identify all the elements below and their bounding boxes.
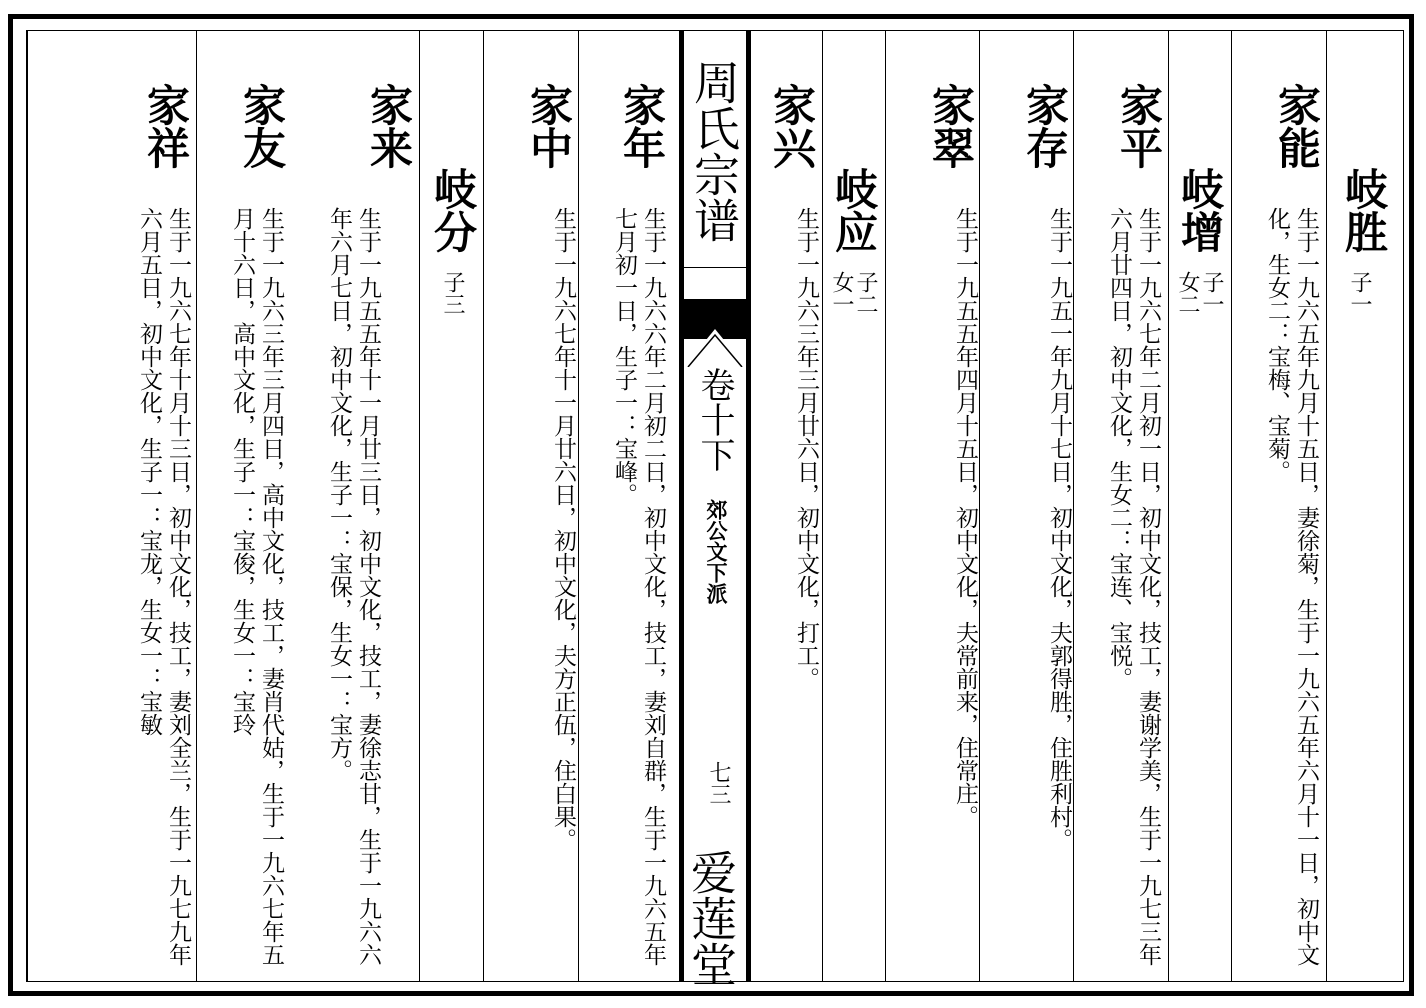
father-children-count: 子一 xyxy=(1347,271,1372,315)
father-name: 岐胜 xyxy=(1338,167,1388,253)
branch-label: 郊公文下派 xyxy=(704,499,729,604)
person-name: 家能 xyxy=(1271,83,1321,169)
column-jiaping xyxy=(1073,31,1168,981)
person-bio: 生于一九五五年十一月廿三日，初中文化，技工，妻徐志甘，生于一九六六年六月七日，初中文化，生子一：宝保，生女一：宝方。 xyxy=(326,207,381,966)
father-name: 岐分 xyxy=(427,167,477,253)
person-name: 家祥 xyxy=(140,83,190,169)
column-qizeng xyxy=(1168,31,1231,981)
person-bio: 生于一九六七年十一月廿六日，初中文化，夫方正伍，住白果。 xyxy=(550,207,576,851)
person-name: 家年 xyxy=(616,83,666,169)
father-name: 岐应 xyxy=(828,167,878,253)
column-qisheng xyxy=(1326,31,1404,981)
column-jiacui xyxy=(885,31,979,981)
page-number: 七三 xyxy=(706,761,731,805)
column-jianeng xyxy=(1231,31,1326,981)
column-jiayou xyxy=(196,31,292,981)
person-name: 家友 xyxy=(236,83,286,169)
person-bio: 生于一九六三年三月四日，高中文化，技工，妻肖代姑，生于一九六七年五月十六日，高中文化，生子一：宝俊，生女一：宝玲 xyxy=(229,207,284,966)
person-bio: 生于一九六三年三月廿六日，初中文化，打工。 xyxy=(793,207,819,690)
column-jialai xyxy=(292,31,419,981)
father-children-count: 子三 xyxy=(440,271,465,315)
chevron-ornament-icon xyxy=(684,327,746,367)
father-children-count: 子二女一 xyxy=(829,271,878,315)
genealogy-title: 周氏宗谱 xyxy=(687,59,741,243)
person-name: 家中 xyxy=(523,83,573,169)
person-bio: 生于一九六五年九月十五日，妻徐菊，生于一九六五年六月十一日，初中文化，生女二：宝梅、宝菊。 xyxy=(1264,207,1319,966)
person-bio: 生于一九五一年九月十七日，初中文化，夫郭得胜，住胜利村。 xyxy=(1046,207,1072,851)
column-jiaxiang xyxy=(27,31,196,981)
center-spine xyxy=(679,31,751,987)
column-qifen xyxy=(419,31,483,981)
father-children-count: 子一女二 xyxy=(1175,271,1224,315)
person-bio: 生于一九六六年二月初二日，初中文化，技工，妻刘自群，生于一九六五年七月初一日，生子一：宝峰。 xyxy=(611,207,666,966)
column-jianian xyxy=(578,31,679,981)
hall-name: 爱莲堂 xyxy=(684,849,738,987)
person-name: 家来 xyxy=(363,83,413,169)
column-jiaxing xyxy=(751,31,822,981)
volume-label: 卷十下 xyxy=(695,367,735,472)
person-name: 家翠 xyxy=(925,83,975,169)
column-jiacun xyxy=(979,31,1073,981)
person-bio: 生于一九五五年四月十五日，初中文化，夫常前来，住常庄。 xyxy=(952,207,978,828)
column-qiying xyxy=(822,31,885,981)
column-jiazhong xyxy=(483,31,578,981)
person-name: 家兴 xyxy=(766,83,816,169)
person-name: 家平 xyxy=(1113,83,1163,169)
father-name: 岐增 xyxy=(1174,167,1224,253)
spine-rule xyxy=(684,267,746,268)
person-name: 家存 xyxy=(1019,83,1069,169)
person-bio: 生于一九六七年二月初一日，初中文化，技工，妻谢学美，生于一九七三年六月廿四日，初中文化，生女二：宝连、宝悦。 xyxy=(1106,207,1161,966)
person-bio: 生于一九六七年十月十三日，初中文化，技工，妻刘全兰，生于一九七九年六月五日，初中文化，生子一：宝龙，生女一：宝敏 xyxy=(136,207,191,966)
